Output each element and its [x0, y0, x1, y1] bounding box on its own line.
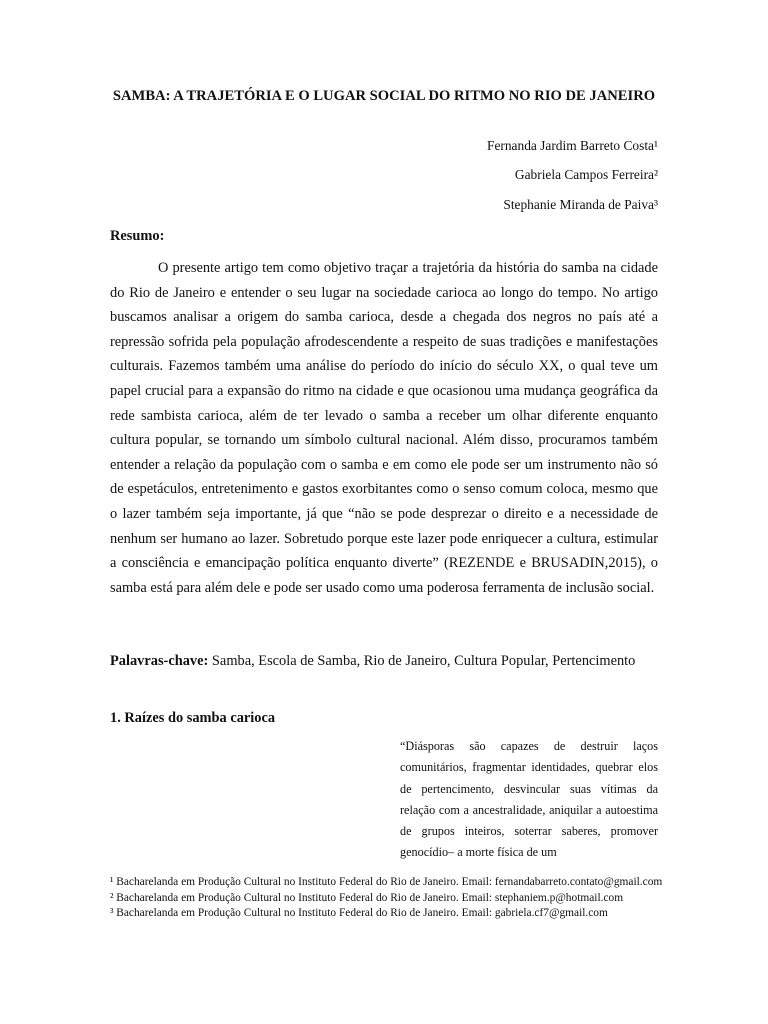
- keywords: [110, 650, 658, 673]
- author-1: Fernanda Jardim Barreto Costa¹: [487, 138, 658, 153]
- author-3: Stephanie Miranda de Paiva³: [503, 197, 658, 212]
- author-2: Gabriela Campos Ferreira²: [514, 167, 658, 182]
- paper-title: SAMBA: A TRAJETÓRIA E O LUGAR SOCIAL DO RITMO NO RIO DE JANEIRO: [112, 88, 656, 104]
- footnotes: [110, 875, 710, 922]
- section-heading: 1. Raízes do samba carioca: [110, 710, 276, 726]
- block-quote: “Diásporas são capazes de destruir laços comunitários, fragmentar identidades, quebrar elos de pertencimento, desvincular suas vítimas da relação com a ancestralidade, aniquilar a autoestima de grupos inteiros, soterrar saberes, promover genocídio– a morte física de um: [400, 739, 658, 860]
- footnote-2: ² Bacharelanda em Produção Cultural no Instituto Federal do Rio de Janeiro. Email: stephaniem.p@hotmail.com: [110, 891, 624, 904]
- footnote-3: ³ Bacharelanda em Produção Cultural no Instituto Federal do Rio de Janeiro. Email: gabriela.cf7@gmail.com: [110, 907, 608, 920]
- keywords-label: Palavras-chave:: [110, 653, 209, 669]
- footnote-1: ¹ Bacharelanda em Produção Cultural no Instituto Federal do Rio de Janeiro. Email: fernandabarreto.contato@gmail.com: [110, 876, 663, 888]
- keywords-text: Samba, Escola de Samba, Rio de Janeiro, Cultura Popular, Pertencimento: [211, 653, 636, 669]
- abstract-text: O presente artigo tem como objetivo traçar a trajetória da história do samba na cidade do Rio de Janeiro e entender o seu lugar na sociedade carioca ao longo do tempo. No artigo buscamos analisar a origem do samba carioca, desde a chegada dos negros no país até a repressão sofrida pela população afrodescendente a respeito de suas tradições e manifestações culturais. Fazemos também uma análise do período do início do século XX, o qual teve um papel crucial para a expansão do ritmo na cidade e que ocasionou uma mudança geográfica da rede sambista carioca, além de ter levado o samba a receber um olhar diferente enquanto cultura popular, se tornando um símbolo cultural nacional. Além disso, procuramos também entender a relação da população com o samba e em como ele pode ser um instrumento não só de espetáculos, entretenimento e gastos exorbitantes como o senso comum coloca, mesmo que o lazer também seja importante, já que “não se pode desprezar o direito e a necessidade de nenhum ser humano ao lazer. Sobretudo porque este lazer pode enriquecer a cultura, estimular a consciência e emancipação política enquanto diverte” (REZENDE e BRUSADIN,2015), o samba está para além dele e pode ser usado como uma poderosa ferramenta de inclusão social.: [110, 260, 658, 596]
- abstract-heading: Resumo:: [110, 228, 165, 244]
